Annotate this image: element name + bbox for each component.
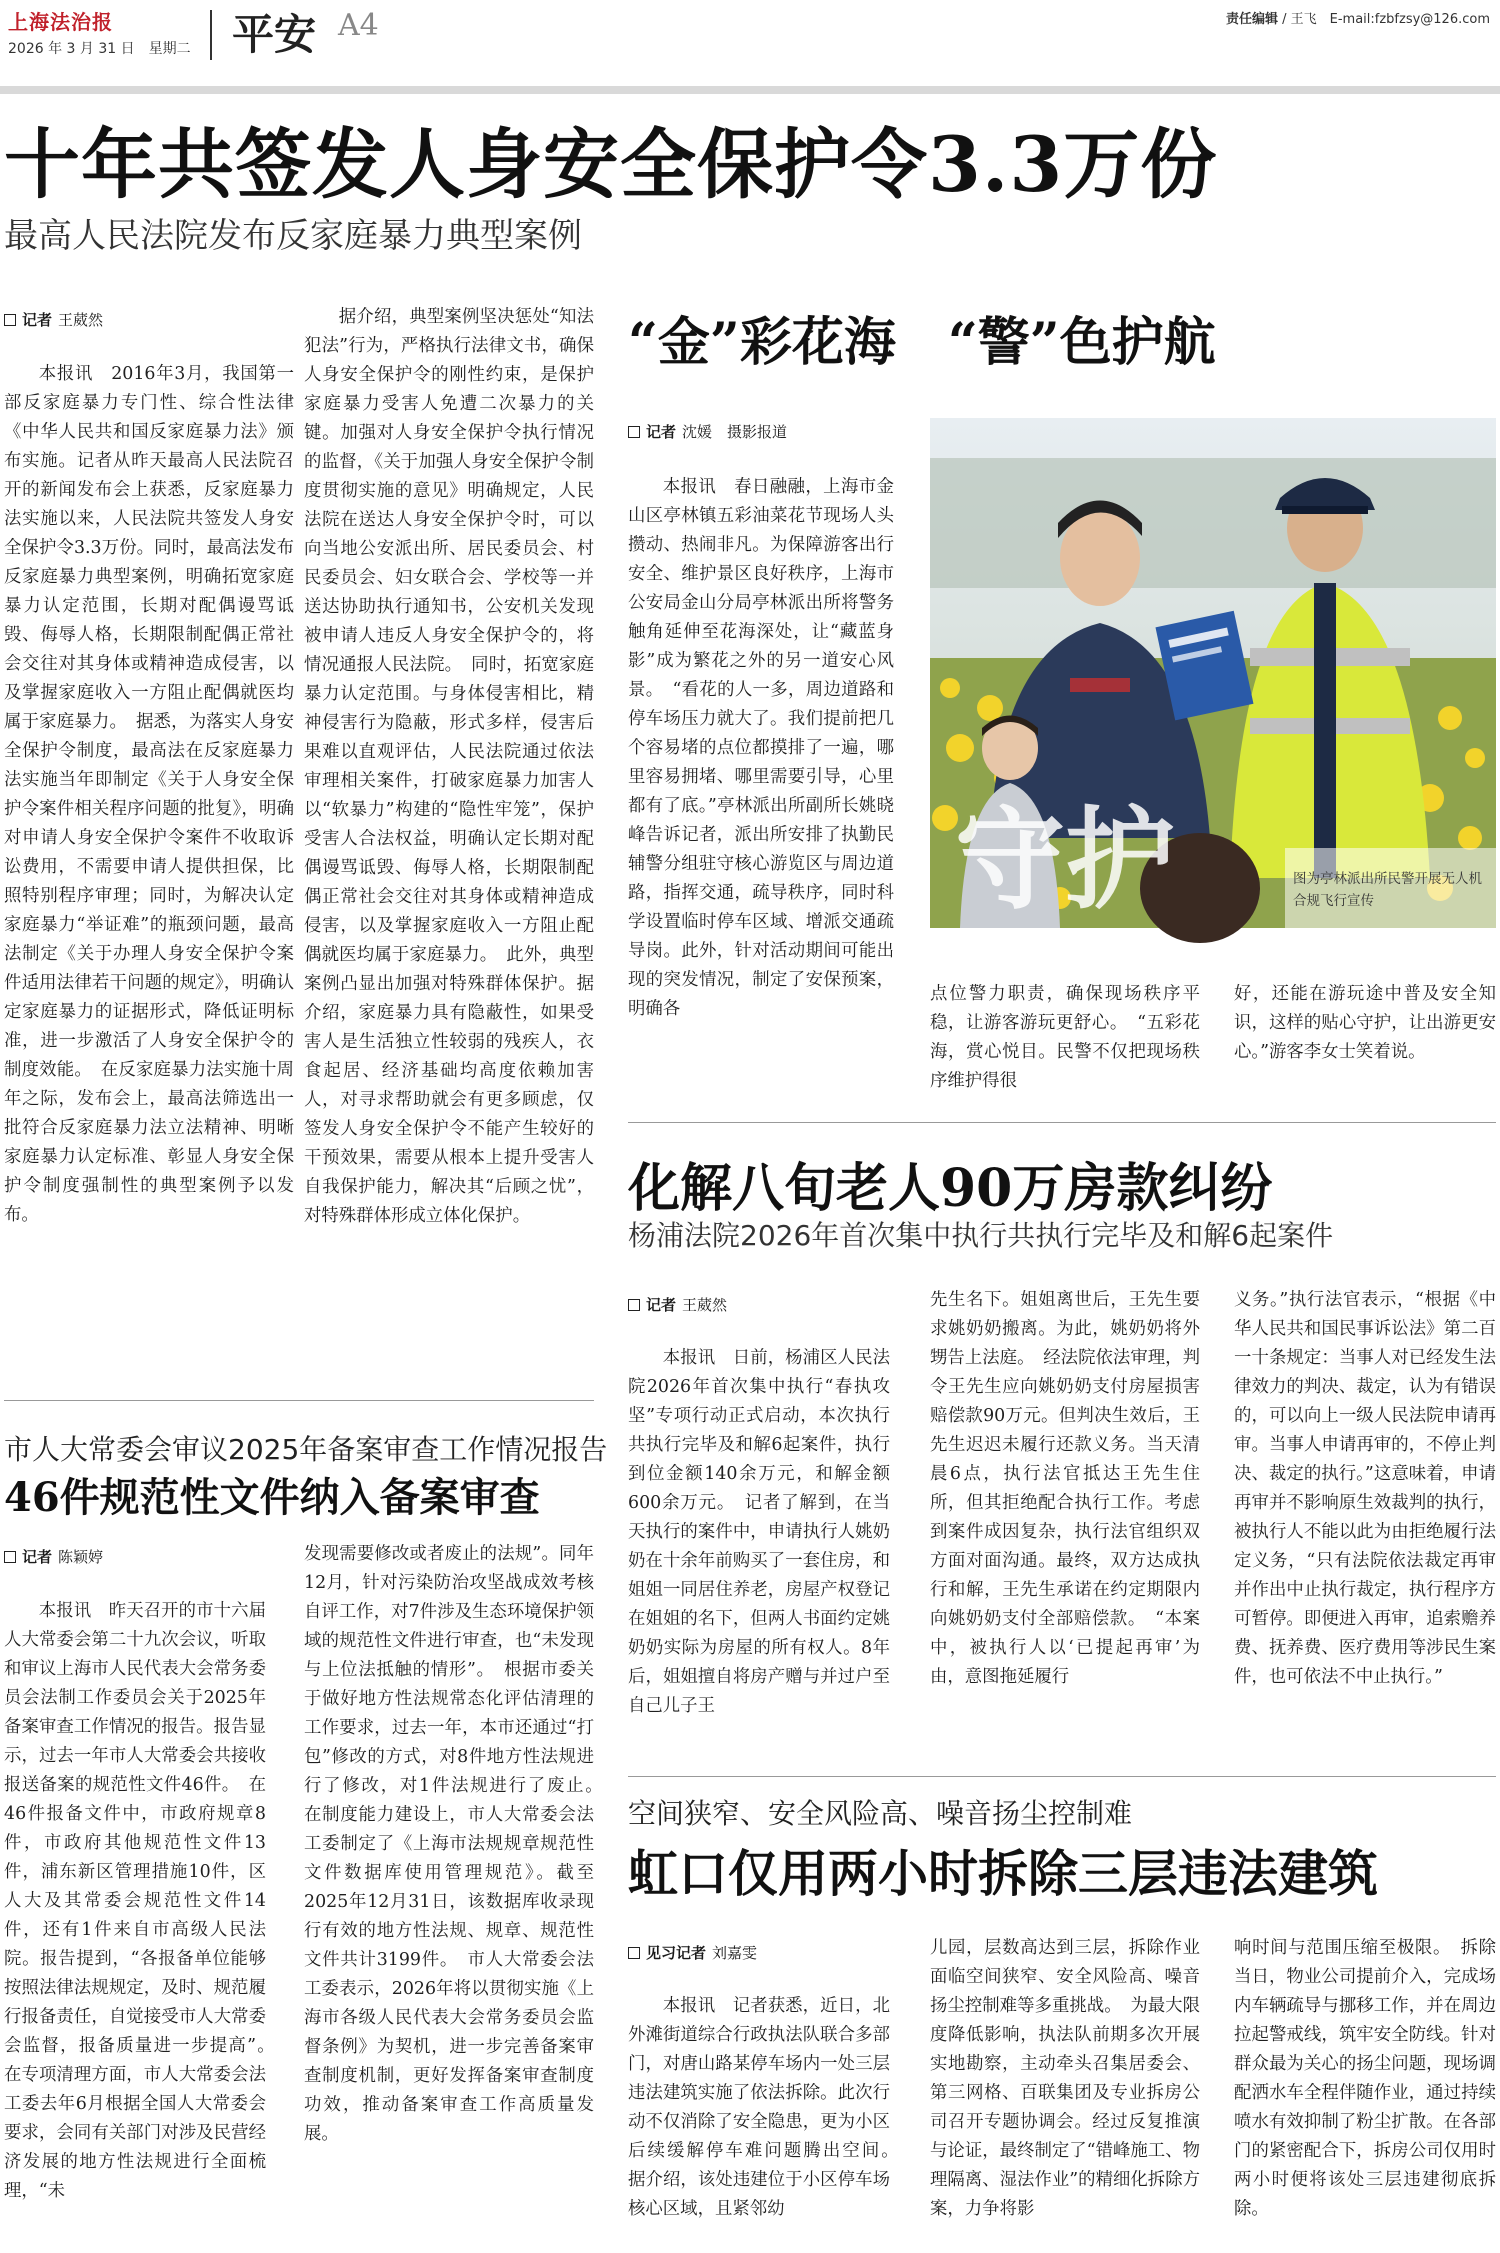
article4-column-2: 发现需要修改或者废止的法规”。同年12月，针对污染防治攻坚战成效考核自评工作，对7件涉及生态环境保护领域的规范性文件进行审查，也“未发现与上位法抵触的情形”。 根据市委关于做好地方性法规常态化评估清理的工作要求，过去一年，本市还通过“打包”修改的方式，对8件地方性法规进行了修改，对1件法规进行了废止。 在制度能力建设上，市人大常委会法工委制定了《上海市法规规章规范性文件数据库使用管理规范》。截至2025年12月31日，该数据库收录现行有效的地方性法规、规章、规范性文件共计3199件。 市人大常委会法工委表示，2026年将以贯彻实施《上海市各级人民代表大会常务委员会监督条例》为契机，进一步完善备案审查制度机制，更好发挥备案审查制度功效，推动备案审查工作高质量发展。: [304, 1544, 612, 2144]
article1-byline: [4, 309, 103, 330]
article2-photo: [930, 418, 1496, 928]
article2-column-3: 好，还能在游玩途中普及安全知识，这样的贴心守护，让出游更安心。”游客李女士笑着说。: [1234, 984, 1496, 1062]
article5-column-1: 本报讯 记者获悉，近日，北外滩街道综合行政执法队联合多部门，对唐山路某停车场内一处三层违法建筑实施了依法拆除。此次行动不仅消除了安全隐患，更为小区后续缓解停车难问题腾出空间。 据介绍，该处违建位于小区停车场核心区域，且紧邻幼: [628, 1996, 908, 2219]
paper-logo: 上海法治报: [8, 10, 113, 34]
article3-headline: 化解八旬老人90万房款纠纷: [628, 1158, 1273, 1219]
masthead-bar: [0, 86, 1500, 94]
article5-column-3: 响时间与范围压缩至极限。 拆除当日，物业公司提前介入，完成场内车辆疏导与挪移工作，并在周边拉起警戒线，筑牢安全防线。针对群众最为关心的扬尘问题，现场调配洒水车全程伴随作业，通过持续喷水有效抑制了粉尘扩散。在各部门的紧密配合下，拆房公司仅用时两小时便将该处三层违建彻底拆除。: [1234, 1938, 1496, 2219]
article1-subheadline: 最高人民法院发布反家庭暴力典型案例: [4, 216, 582, 256]
editor-label: 责任编辑: [1225, 12, 1278, 27]
article5-headline: 虹口仅用两小时拆除三层违法建筑: [628, 1844, 1378, 1903]
section-title: 平安: [232, 10, 317, 59]
article5-column-2: 儿园，层数高达到三层，拆除作业面临空间狭窄、安全风险高、噪音扬尘控制难等多重挑战。 为最大限度降低影响，执法队前期多次开展实地勘察，主动牵头召集居委会、第三网格、百联集团及专业拆房公司召开专题协调会。经过反复推演与论证，最终制定了“错峰施工、物理隔离、湿法作业”的精细化拆除方案，力争将影: [930, 1938, 1200, 2219]
police-officer-photo: [930, 418, 1496, 928]
page-number: A4: [338, 8, 379, 43]
article3-subheadline: 杨浦法院2026年首次集中执行共执行完毕及和解6起案件: [628, 1219, 1334, 1252]
masthead-divider: [210, 10, 212, 60]
article2-column-2: 点位警力职责，确保现场秩序平稳，让游客游玩更舒心。 “五彩花海，赏心悦目。民警不仅把现场秩序维护得很: [930, 984, 1200, 1091]
article3-column-2: 先生名下。姐姐离世后，王先生要求姚奶奶搬离。为此，姚奶奶将外甥告上法庭。 经法院依法审理，判令王先生应向姚奶奶支付房屋损害赔偿款90万元。但判决生效后，王先生迟迟未履行还款义务。当天清晨6点，执行法官抵达王先生住所，但其拒绝配合执行工作。考虑到案件成因复杂，执行法官组织双方面对面沟通。最终，双方达成执行和解，王先生承诺在约定期限内向姚奶奶支付全部赔偿款。 “本案中，被执行人以‘已提起再审’为由，意图拖延履行: [930, 1290, 1200, 1687]
byline-role: 记者: [22, 1548, 53, 1566]
article3-column-1: 本报讯 日前，杨浦区人民法院2026年首次集中执行“春执攻坚”专项行动正式启动，本次执行共执行完毕及和解6起案件，执行到位金额140余万元，和解金额600余万元。 记者了解到，在当天执行的案件中，申请执行人姚奶奶在十余年前购买了一套住房，和姐姐一同居住养老，房屋产权登记在姐姐的名下，但两人书面约定姚奶奶实际为房屋的所有权人。8年后，姐姐擅自将房产赠与并过户至自己儿子王: [628, 1348, 890, 1716]
divider: [628, 1122, 1496, 1123]
article1-column-2: 据介绍，典型案例坚决惩处“知法犯法”行为，严格执行法律文书，确保人身安全保护令的刚性约束，是保护家庭暴力受害人免遭二次暴力的关键。加强对人身安全保护令执行情况的监督，《关于加强人身安全保护令制度贯彻实施的意见》明确规定，人民法院在送达人身安全保护令时，可以向当地公安派出所、居民委员会、村民委员会、妇女联合会、学校等一并送达协助执行通知书，公安机关发现被申请人违反人身安全保护令的，将情况通报人民法院。 同时，拓宽家庭暴力认定范围。与身体侵害相比，精神侵害行为隐蔽，形式多样，侵害后果难以直观评估，人民法院通过依法审理相关案件，打破家庭暴力加害人以“软暴力”构建的“隐性牢笼”，保护受害人合法权益，明确认定长期对配偶谩骂诋毁、侮辱人格，长期限制配偶正常社会交往对其身体或精神造成侵害，以及掌握家庭收入一方阻止配偶就医均属于家庭暴力。 此外，典型案例凸显出加强对特殊群体保护。据介绍，家庭暴力具有隐蔽性，如果受害人是生活独立性较弱的残疾人，衣食起居、经济基础均高度依赖加害人，对寻求帮助就会有更多顾虑，仅签发人身安全保护令不能产生较好的干预效果，需要从根本上提升受害人自我保护能力，解决其“后顾之忧”，对特殊群体形成立体化保护。: [304, 307, 594, 1226]
byline-box-icon: [628, 1947, 640, 1959]
divider: [628, 1776, 1496, 1777]
byline-name: 王葳然: [58, 311, 104, 329]
byline-role: 记者: [646, 423, 677, 441]
byline-role: 见习记者: [646, 1944, 707, 1962]
byline-name: 王葳然: [682, 1296, 728, 1314]
byline-name: 陈颖婷: [58, 1548, 104, 1566]
photo-caption: 图为亭林派出所民警开展无人机合规飞行宣传: [1293, 871, 1482, 909]
article2-column-1: 本报讯 春日融融，上海市金山区亭林镇五彩油菜花节现场人头攒动、热闹非凡。为保障游客出行安全、维护景区良好秩序，上海市公安局金山分局亭林派出所将警务触角延伸至花海深处，让“藏蓝身影”成为繁花之外的另一道安心风景。 “看花的人一多，周边道路和停车场压力就大了。我们提前把几个容易堵的点位都摸排了一遍，哪里容易拥堵、哪里需要引导，心里都有了底。”亭林派出所副所长姚晓峰告诉记者，派出所安排了执勤民辅警分组驻守核心游览区与周边道路，指挥交通，疏导秩序，同时科学设置临时停车区域、增派交通疏导岗。此外，针对活动期间可能出现的突发情况，制定了安保预案，明确各: [628, 477, 894, 1019]
article5-byline: [628, 1942, 757, 1963]
byline-box-icon: [4, 314, 16, 326]
byline-name: 刘嘉雯: [712, 1944, 758, 1962]
byline-role: 记者: [646, 1296, 677, 1314]
divider: [4, 1400, 594, 1401]
article2-headline: “金”彩花海 “警”色护航: [628, 312, 1216, 373]
article1-column-1: 本报讯 2016年3月，我国第一部反家庭暴力专门性、综合性法律《中华人民共和国反家庭暴力法》颁布实施。记者从昨天最高人民法院召开的新闻发布会上获悉，反家庭暴力法实施以来，人民法院共签发人身安全保护令3.3万份。同时，最高法发布反家庭暴力典型案例，明确拓宽家庭暴力认定范围，长期对配偶谩骂诋毁、侮辱人格，长期限制配偶正常社会交往对其身体或精神造成侵害，以及掌握家庭收入一方阻止配偶就医均属于家庭暴力。 据悉，为落实人身安全保护令制度，最高法在反家庭暴力法实施当年即制定《关于人身安全保护令案件相关程序问题的批复》，明确对申请人身安全保护令案件不收取诉讼费用，不需要申请人提供担保，比照特别程序审理；同时，为解决认定家庭暴力“举证难”的瓶颈问题，最高法制定《关于办理人身安全保护令案件适用法律若干问题的规定》，明确认定家庭暴力的证据形式，降低证明标准，进一步激活了人身安全保护令的制度效能。 在反家庭暴力法实施十周年之际，发布会上，最高法筛选出一批符合反家庭暴力法立法精神、明晰家庭暴力认定标准、彰显人身安全保护令制度强制性的典型案例予以发布。: [4, 364, 294, 1225]
article4-byline: [4, 1546, 103, 1567]
byline-box-icon: [628, 1299, 640, 1311]
article4-kicker: 市人大常委会审议2025年备案审查工作情况报告: [4, 1433, 608, 1466]
article2-byline: [628, 421, 787, 442]
photo-overlay-text: 守护: [955, 795, 1175, 924]
article5-kicker: 空间狭窄、安全风险高、噪音扬尘控制难: [628, 1797, 1133, 1830]
editor-credit: [1226, 8, 1490, 27]
article4-headline: 46件规范性文件纳入备案审查: [4, 1474, 540, 1521]
article1-headline: 十年共签发人身安全保护令3.3万份: [4, 120, 1218, 209]
byline-box-icon: [4, 1551, 16, 1563]
byline-name: 沈媛 摄影报道: [682, 423, 788, 441]
editor-info: / 王飞 E-mail:fzbfzsy@126.com: [1282, 12, 1490, 27]
article4-column-1: 本报讯 昨天召开的市十六届人大常委会第二十九次会议，听取和审议上海市人民代表大会常务委员会法制工作委员会关于2025年备案审查工作情况的报告。报告显示，过去一年市人大常委会共接收报送备案的规范性文件46件。 在46件报备文件中，市政府规章8件，市政府其他规范性文件13件，浦东新区管理措施10件，区人大及其常委会规范性文件14件，还有1件来自市高级人民法院。报告提到，“各报备单位能够按照法律法规规定，及时、规范履行报备责任，自觉接受市人大常委会监督，报备质量进一步提高”。 在专项清理方面，市人大常委会法工委去年6月根据全国人大常委会要求，会同有关部门对涉及民营经济发展的地方性法规进行全面梳理，“未: [4, 1601, 284, 2201]
byline-box-icon: [628, 426, 640, 438]
byline-role: 记者: [22, 311, 53, 329]
article3-byline: [628, 1294, 727, 1315]
article3-column-3: 义务。”执行法官表示，“根据《中华人民共和国民事诉讼法》第二百一十条规定：当事人对已经发生法律效力的判决、裁定，认为有错误的，可以向上一级人民法院申请再审。当事人申请再审的，不停止判决、裁定的执行。”这意味着，申请再审并不影响原生效裁判的执行，被执行人不能以此为由拒绝履行法定义务，“只有法院依法裁定再审并作出中止执行裁定，执行程序方可暂停。即便进入再审，追索赡养费、抚养费、医疗费用等涉民生案件，也可依法不中止执行。”: [1234, 1290, 1496, 1687]
issue-date: 2026 年 3 月 31 日 星期二: [8, 41, 191, 57]
